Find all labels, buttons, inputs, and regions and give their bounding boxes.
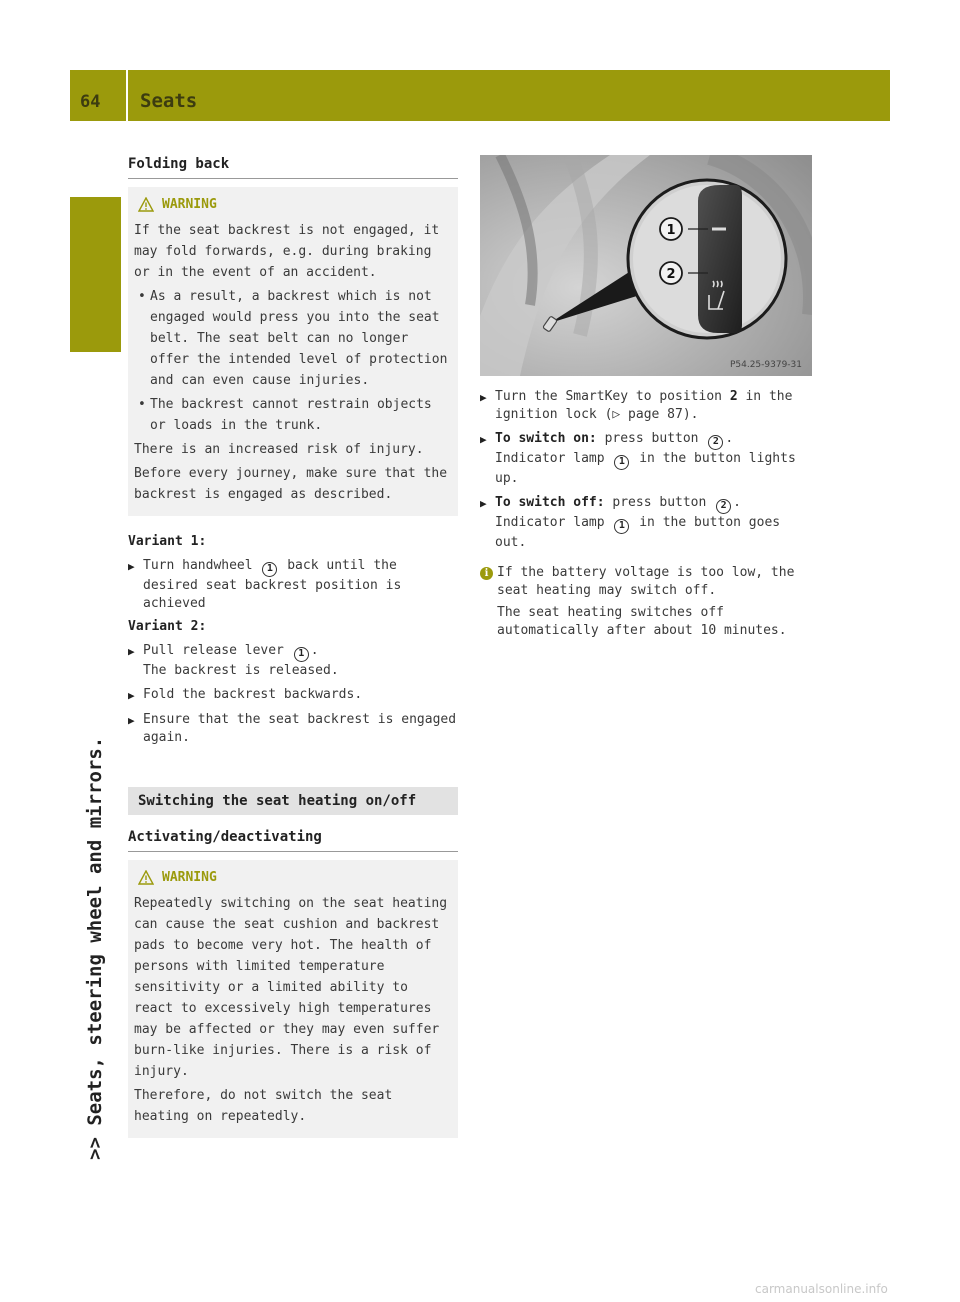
instruction-step: ▶ Turn the SmartKey to position 2 in the ignition lock (▷ page 87).	[480, 389, 793, 422]
warning-triangle-icon	[138, 870, 154, 885]
info-icon: i	[480, 567, 493, 580]
page-number: 64	[80, 92, 101, 112]
warning-text: If the seat backrest is not engaged, it may fold forwards, e.g. during braking or in the event of an accident.	[134, 223, 440, 280]
step-arrow-icon: ▶	[480, 497, 487, 510]
left-column	[128, 150, 458, 1156]
instruction-step: ▶ Ensure that the seat backrest is engaged again.	[128, 712, 457, 745]
step-arrow-icon: ▶	[480, 391, 487, 404]
warning-text: Therefore, do not switch the seat heating on repeatedly.	[134, 1088, 393, 1124]
step-arrow-icon: ▶	[128, 645, 135, 658]
photo-illustration	[480, 155, 812, 376]
callout-2: 2	[666, 267, 676, 282]
instruction-step: ▶ To switch off: press button 2 . Indicator lamp 1 in the button goes out.	[480, 495, 781, 550]
info-note	[480, 564, 812, 644]
step-arrow-icon: ▶	[128, 560, 135, 573]
callout-number: 1	[262, 562, 277, 577]
warning-bullet: • As a result, a backrest which is not engaged would press you into the seat belt. The seat belt can no longer offer the intended level of protection and can even cause injuries.	[138, 289, 448, 388]
page-header	[70, 70, 890, 121]
info-text: The seat heating switches off automatically after about 10 minutes.	[497, 605, 787, 638]
warning-text: There is an increased risk of injury.	[134, 442, 424, 457]
warning-triangle-icon	[138, 197, 154, 212]
variant-2-label: Variant 2:	[128, 619, 207, 634]
info-text: If the battery voltage is too low, the seat heating may switch off.	[497, 565, 795, 598]
warning-title	[134, 870, 452, 885]
step-arrow-icon: ▶	[128, 689, 135, 702]
callout-number: 2	[708, 435, 723, 450]
activating-heading: Activating/deactivating	[128, 829, 458, 852]
warning-text: Before every journey, make sure that the backrest is engaged as described.	[134, 466, 448, 502]
seat-heating-button-photo	[480, 155, 812, 376]
instruction-step: ▶ To switch on: press button 2 . Indicator lamp 1 in the button lights up.	[480, 431, 796, 486]
watermark: carmanualsonline.info	[755, 1282, 888, 1296]
step-arrow-icon: ▶	[128, 714, 135, 727]
callout-number: 1	[614, 455, 629, 470]
section-band: Switching the seat heating on/off	[128, 787, 458, 815]
warning-bullet: • The backrest cannot restrain objects or loads in the trunk.	[138, 397, 432, 433]
callout-number: 1	[294, 647, 309, 662]
folding-back-heading: Folding back	[128, 156, 458, 179]
header-divider	[126, 70, 128, 121]
callout-number: 1	[614, 519, 629, 534]
warning-label: WARNING	[162, 870, 217, 885]
instruction-step: ▶ Fold the backrest backwards.	[128, 686, 458, 705]
warning-box-heating	[128, 860, 458, 1138]
side-tab	[70, 197, 121, 352]
warning-box-backrest	[128, 187, 458, 516]
section-title: Seats	[140, 90, 198, 112]
callout-number: 2	[716, 499, 731, 514]
instruction-step: ▶ Pull release lever 1 . The backrest is released.	[128, 643, 339, 678]
chapter-title: >> Seats, steering wheel and mirrors.	[84, 736, 106, 1160]
warning-label: WARNING	[162, 197, 217, 212]
step-arrow-icon: ▶	[480, 433, 487, 446]
right-column	[480, 155, 812, 644]
warning-title	[134, 197, 452, 212]
callout-1: 1	[666, 223, 676, 238]
warning-text: Repeatedly switching on the seat heating can cause the seat cushion and backrest pads to become very hot. The health of persons with limited temperature sensitivity or a limited ability to react to excessively high temperatures may be affected or they may even suffer burn-like injuries. There is a risk of injury.	[134, 896, 448, 1079]
instruction-step: ▶ Turn handwheel 1 back until the desired seat backrest position is achieved	[128, 558, 402, 611]
variant-1-label: Variant 1:	[128, 534, 207, 549]
image-credit: P54.25-9379-31	[729, 360, 802, 370]
